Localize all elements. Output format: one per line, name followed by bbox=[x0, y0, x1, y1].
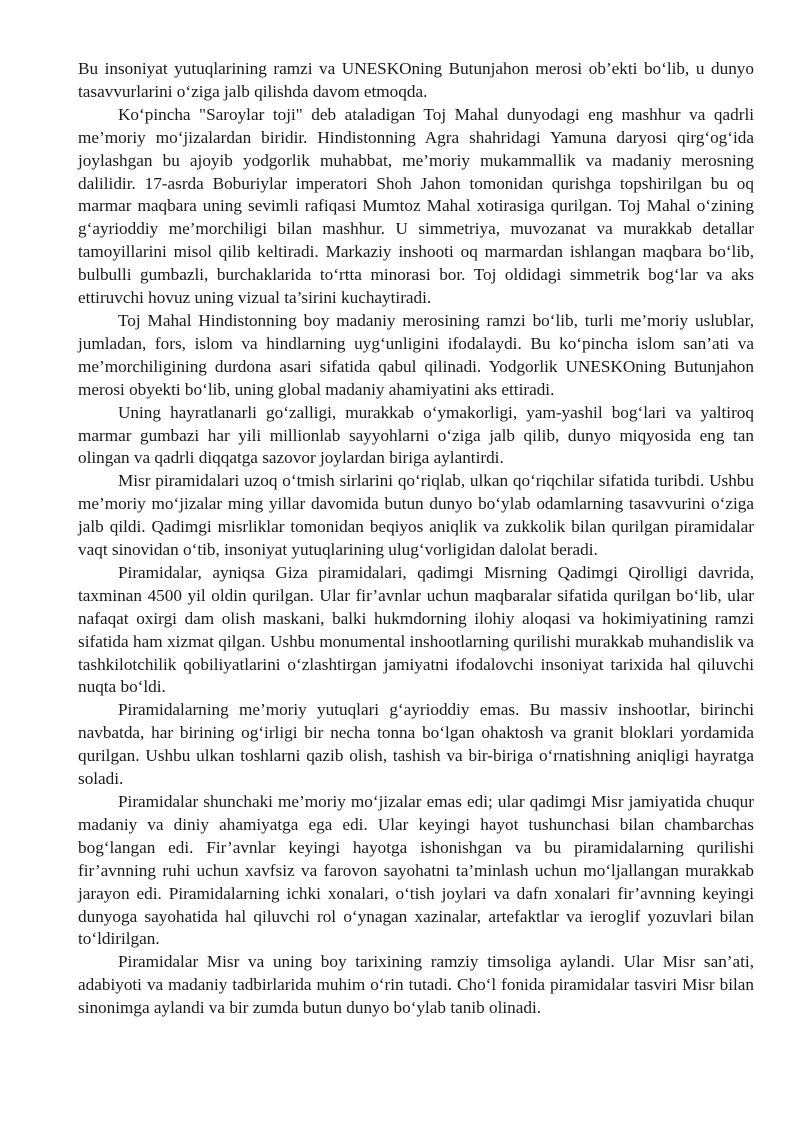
document-page bbox=[78, 58, 754, 1020]
paragraph-pyramids-symbol: Piramidalar Misr va uning boy tarixining ramziy timsoliga aylandi. Ular Misr san’ati, adabiyoti va madaniy tadbirlarida muhim o‘rin tutadi. Cho‘l fonida piramidalar tasviri Misr bilan sinonimga aylandi va bir zumda butun dunyo bo‘ylab tanib olinadi. bbox=[78, 952, 754, 1018]
paragraph-taj-mahal-beauty: Uning hayratlanarli go‘zalligi, murakkab o‘ymakorligi, yam-yashil bog‘lari va yaltiroq marmar gumbazi har yili millionlab sayyohlarni o‘ziga jalb qilib, dunyo miqyosida eng tan olingan va qadrli diqqatga sazovor joylardan biriga aylantirdi. bbox=[78, 402, 754, 468]
paragraph-pyramids-architecture: Piramidalarning me’moriy yutuqlari g‘ayrioddiy emas. Bu massiv inshootlar, birinchi navbatda, har birining og‘irligi bir necha tonna bo‘lgan ohaktosh va granit bloklari yordamida qurilgan. Ushbu ulkan toshlarni qazib olish, tashish va bir-biriga o‘rnatishning aniqligi hayratga soladi. bbox=[78, 700, 754, 789]
paragraph-taj-mahal-heritage: Toj Mahal Hindistonning boy madaniy merosining ramzi bo‘lib, turli me’moriy uslublar, jumladan, fors, islom va hindlarning uyg‘unligini ifodalaydi. Bu ko‘pincha islom san’ati va me’morchiligining durdona asari sifatida qabul qilinadi. Yodgorlik UNESKOning Butunjahon merosi obyekti bo‘lib, uning global madaniy ahamiyatini aks ettiradi. bbox=[78, 310, 754, 399]
paragraph-pyramids-history: Piramidalar, ayniqsa Giza piramidalari, qadimgi Misrning Qadimgi Qirolligi davrida, taxminan 4500 yil oldin qurilgan. Ular fir’avnlar uchun maqbaralar sifatida qurilgan bo‘lib, ular nafaqat oxirgi dam olish maskani, balki hukmdorning ilohiy aloqasi va hokimiyatining ramzi sifatida ham xizmat qilgan. Ushbu monumental inshootlarning qurilishi murakkab muhandislik va tashkilotchilik qobiliyatlarini o‘zlashtirgan jamiyatni ifodalovchi insoniyat tarixida hal qiluvchi nuqta bo‘ldi. bbox=[78, 562, 754, 697]
paragraph-pyramids-intro: Misr piramidalari uzoq o‘tmish sirlarini qo‘riqlab, ulkan qo‘riqchilar sifatida turibdi. Ushbu me’moriy mo‘jizalar ming yillar davomida butun dunyo bo‘ylab odamlarning tasavvurini o‘ziga jalb qildi. Qadimgi misrliklar tomonidan beqiyos aniqlik va zukkolik bilan qurilgan piramidalar vaqt sinovidan o‘tib, insoniyat yutuqlarining ulug‘vorligidan dalolat beradi. bbox=[78, 471, 754, 560]
paragraph-pyramids-religion: Piramidalar shunchaki me’moriy mo‘jizalar emas edi; ular qadimgi Misr jamiyatida chuqur madaniy va diniy ahamiyatga ega edi. Ular keyingi hayot tushunchasi bilan chambarchas bog‘langan edi. Fir’avnlar keyingi hayotga ishonishgan va bu piramidalarning qurilishi fir’avnning ruhi uchun xavfsiz va farovon sayohatni ta’minlash uchun mo‘ljallangan murakkab jarayon edi. Piramidalarning ichki xonalari, o‘tish joylari va dafn xonalari fir’avnning keyingi dunyoga sayohatida hal qiluvchi rol o‘ynagan xazinalar, artefaktlar va ieroglif yozuvlari bilan to‘ldirilgan. bbox=[78, 792, 754, 949]
paragraph-taj-mahal-intro: Ko‘pincha "Saroylar toji" deb ataladigan Toj Mahal dunyodagi eng mashhur va qadrli me’moriy mo‘jizalardan biridir. Hindistonning Agra shahridagi Yamuna daryosi qirg‘og‘ida joylashgan bu ajoyib yodgorlik muhabbat, me’moriy mukammallik va madaniy merosning dalilidir. 17-asrda Boburiylar imperatori Shoh Jahon tomonidan qurishga topshirilgan bu oq marmar maqbara uning sevimli rafiqasi Mumtoz Mahal xotirasiga qurilgan. Toj Mahal o‘zining g‘ayrioddiy me’morchiligi bilan mashhur. U simmetriya, muvozanat va murakkab detallar tamoyillarini misol qilib keltiradi. Markaziy inshooti oq marmardan ishlangan maqbara bo‘lib, bulbulli gumbazli, burchaklarida to‘rtta minorasi bor. Toj oldidagi simmetrik bog‘lar va aks ettiruvchi hovuz uning vizual ta’sirini kuchaytiradi. bbox=[78, 104, 754, 308]
paragraph-unesco-continuation: Bu insoniyat yutuqlarining ramzi va UNESKOning Butunjahon merosi ob’ekti bo‘lib, u dunyo tasavvurlarini o‘ziga jalb qilishda davom etmoqda. bbox=[78, 59, 754, 101]
